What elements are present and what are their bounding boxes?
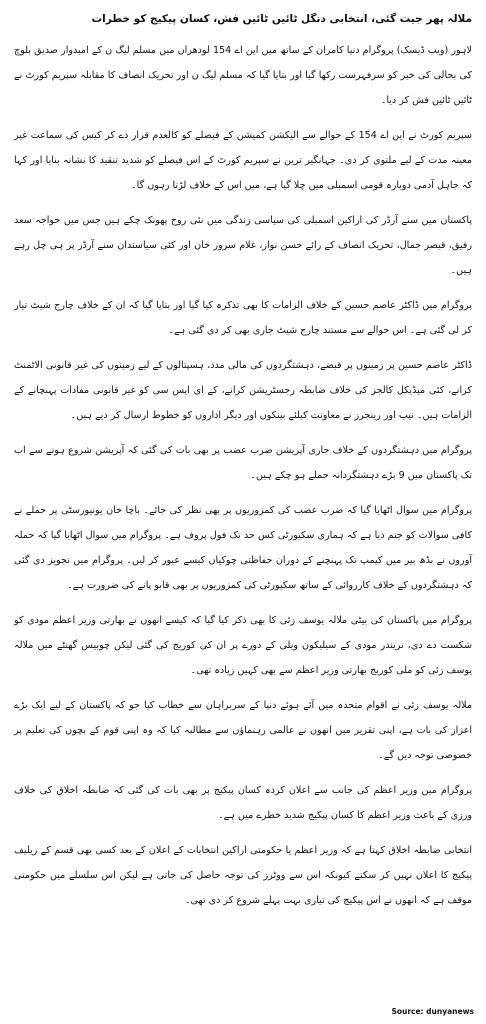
article-paragraph: ڈاکٹر عاصم حسین پر زمینوں پر قبضے، دہشتگردوں کی مالی مدد، ہسپتالوں کے لیے زمینوں کی غیر قانونی الاٹمنٹ کرانے، کئی میڈیکل کالجز کی خلاف ضابطہ رجسٹریشن کرانے، کے ای ایس سی کو غیر قانونی مفادات پہنچانے کے الزامات ہیں۔ نیب اور رینجرز نے معاونت کیلئے بینکوں اور دیگر اداروں کو خطوط ارسال کر دیے ہیں۔	[14, 360, 472, 421]
article-paragraph: پروگرام میں ڈاکٹر عاصم حسین کے خلاف الزامات کا بھی تذکرہ کیا گیا اور بتایا گیا کہ ان کے خلاف چارج شیٹ تیار کر لی گئی ہے۔ اس حوالے سے مستند چارج شیٹ جاری بھی کر دی گئی ہے۔	[14, 300, 472, 336]
article-paragraph: لاہور (ویب ڈیسک) پروگرام دنیا کامران کے ساتھ میں این اے 154 لودھراں میں مسلم لیگ ن کے امیدوار صدیق بلوچ کی بحالی کی خبر کو سرفہرست رکھا گیا اور بتایا گیا کہ مسلم لیگ ن اور تحریک انصاف کا مقابلہ سپریم کورٹ نے ٹائیں ٹائیں فش کر دیا۔	[14, 45, 473, 106]
source-credit: Source: dunyanews	[391, 1007, 474, 1016]
article-paragraph: سپریم کورٹ نے این اے 154 کے حوالے سے الیکشن کمیشن کے فیصلے کو کالعدم قرار دے کر کیس کی سماعت غیر معینہ مدت کے لیے ملتوی کر دی۔ جہانگیر ترین نے سپریم کورٹ کے اس فیصلے کو شدید تنقید کا نشانہ بنایا اور کہا کہ جاہل آدمی دوبارہ قومی اسمبلی میں چلا گیا ہے، میں اس کے خلاف لڑتا رہوں گا۔	[14, 130, 472, 191]
article-headline: ملالہ پھر جیت گئی، انتخابی دنگل ٹائیں ٹائیں فش، کسان پیکیج کو خطرات	[91, 13, 472, 25]
article-paragraph: پروگرام میں پاکستان کی بیٹی ملالہ یوسف زئی کا بھی ذکر کیا گیا کہ کیسے انھوں نے بھارتی وزیر اعظم مودی کو شکست دے دی، نریندر مودی کے سیلیکون ویلی کے دورے پر ان کی کوریج کی گئی لیکن چوبیس گھنٹے میں ملالہ یوسف زئی کو ملی کوریج بھارتی وزیر اعظم سے بھی کہیں زیادہ تھی۔	[14, 615, 472, 676]
article-paragraph: ملالہ یوسف زئی نے اقوام متحدہ میں آئے ہوئے دنیا کے سربراہان سے خطاب کیا جو کہ پاکستان کے لیے ایک بڑے اعزاز کی بات ہے، اپنی تقریر میں انھوں نے عالمی رہنماؤں سے مطالبہ کیا کہ وہ اپنی قوم کے بچوں کی تعلیم پر خصوصی توجہ دیں گے۔	[14, 700, 472, 761]
article-paragraph: پروگرام میں سوال اٹھایا گیا کہ ضرب عضب کی کمزوریوں پر بھی نظر کی جائے۔ باچا خان یونیورسٹی پر حملے نے کافی سوالات کو جنم دیا ہے کہ ہماری سکیورٹی کس حد تک فول پروف ہے۔ پروگرام میں سوال اٹھایا گیا کہ حملہ آوروں نے بڈھ بیر میں کیمپ تک پہنچنے کے دوران حفاظتی چوکیاں کیسے عبور کر لیں۔ پروگرام میں تجویز دی گئی کہ دہشتگردوں کے خلاف کارروائی کے ساتھ سکیورٹی کی کمزوریوں پر بھی قابو پانے کی ضرورت ہے۔	[14, 505, 472, 591]
article-paragraph: پروگرام میں دہشتگردوں کے خلاف جاری آپریشن ضرب عضب پر بھی بات کی گئی کہ آپریشن شروع ہونے سے اب تک پاکستان میں 9 بڑے دہشتگردانہ حملے ہو چکے ہیں۔	[14, 445, 472, 481]
article-paragraph: پروگرام میں وزیر اعظم کی جانب سے اعلان کردہ کسان پیکیج پر بھی بات کی گئی کہ ضابطہ اخلاق کی خلاف ورزی کے باعث وزیر اعظم کا کسان پیکیج شدید خطرے میں ہے۔	[14, 785, 472, 821]
article-paragraph: انتخابی ضابطہ اخلاق کہتا ہے کہ وزیر اعظم یا حکومتی اراکین انتخابات کے اعلان کے بعد کسی بھی قسم کے ریلیف پیکیج کا اعلان نہیں کر سکتے کیونکہ اس سے ووٹرز کی توجہ حاصل کی جاتی ہے لیکن اس سلسلے میں حکومتی موقف ہے کہ انھوں نے اس پیکیج کی تیاری بہت پہلے شروع کر دی تھی۔	[14, 845, 472, 906]
article-body	[14, 38, 472, 913]
article-paragraph: پاکستان میں سنے آرڈر کی اراکین اسمبلی کی سیاسی زندگی میں نئی روح پھونک چکے ہیں جس میں خواجہ سعد رفیق، قیصر جمال، تحریک انصاف کے رائے حسن نواز، غلام سرور خان اور کئی سیاستدان سنے آرڈر پر ہی چل رہے ہیں۔	[14, 215, 472, 276]
